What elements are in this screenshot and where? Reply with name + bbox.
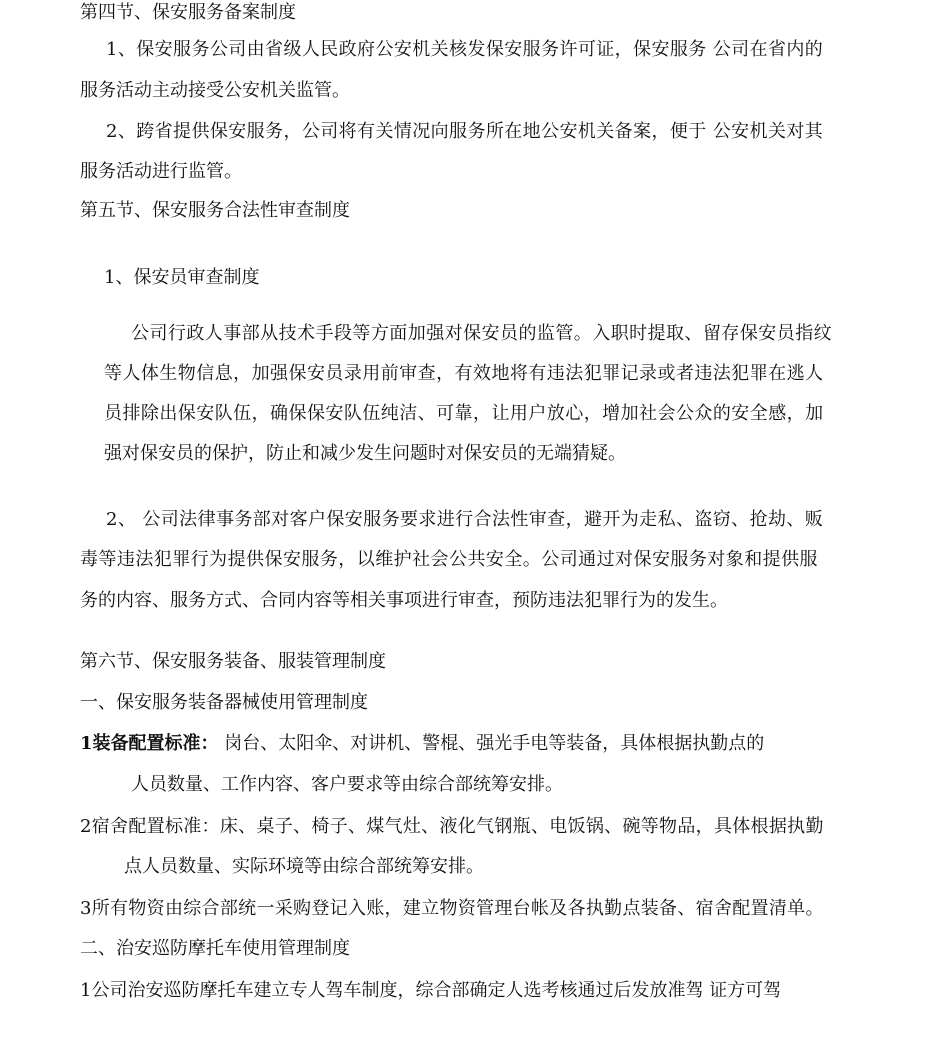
section6-row4: 1公司治安巡防摩托车建立专人驾车制度，综合部确定人选考核通过后发放准驾 证方可驾 bbox=[80, 980, 782, 1001]
section5-item1-title: 1、保安员审查制度 bbox=[104, 267, 260, 288]
section6-heading: 第六节、保安服务装备、服装管理制度 bbox=[80, 651, 386, 672]
section6-row1-line1 bbox=[80, 733, 764, 755]
section5-item1-line3: 员排除出保安队伍，确保保安队伍纯洁、可靠，让用户放心，增加社会公众的安全感，加 bbox=[104, 403, 824, 424]
row1-text: 岗台、太阳伞、对讲机、警棍、强光手电等装备，具体根据执勤点的 bbox=[218, 733, 765, 754]
section6-row1-line2: 人员数量、工作内容、客户要求等由综合部统筹安排。 bbox=[131, 774, 563, 795]
section6-row3: 3所有物资由综合部统一采购登记入账，建立物资管理台帐及各执勤点装备、宿舍配置清单。 bbox=[80, 898, 824, 919]
section6-row2-line1: 2宿舍配置标准：床、桌子、椅子、煤气灶、液化气钢瓶、电饭锅、碗等物品，具体根据执勤 bbox=[80, 816, 824, 837]
section5-item2-line3: 务的内容、服务方式、合同内容等相关事项进行审查，预防违法犯罪行为的发生。 bbox=[80, 590, 728, 611]
section5-item2-line1: 2、 公司法律事务部对客户保安服务要求进行合法性审查，避开为走私、盗窃、抢劫、贩 bbox=[106, 509, 824, 530]
section5-item1-line1: 公司行政人事部从技术手段等方面加强对保安员的监管。入职时提取、留存保安员指纹 bbox=[131, 323, 833, 344]
row1-label: 1装备配置标准： bbox=[80, 733, 219, 754]
section4-heading: 第四节、保安服务备案制度 bbox=[80, 2, 296, 23]
section6-sub2: 二、治安巡防摩托车使用管理制度 bbox=[80, 938, 350, 959]
section5-item2-line2: 毒等违法犯罪行为提供保安服务，以维护社会公共安全。公司通过对保安服务对象和提供服 bbox=[80, 549, 818, 570]
section6-sub1: 一、保安服务装备器械使用管理制度 bbox=[80, 692, 368, 713]
section5-item1-line4: 强对保安员的保护，防止和减少发生问题时对保安员的无端猜疑。 bbox=[104, 443, 626, 464]
section4-para2-line1: 2、跨省提供保安服务，公司将有关情况向服务所在地公安机关备案，便于 公安机关对其 bbox=[106, 121, 824, 142]
section4-para2-line2: 服务活动进行监管。 bbox=[80, 161, 242, 182]
section4-para1-line2: 服务活动主动接受公安机关监管。 bbox=[80, 80, 350, 101]
section5-item1-line2: 等人体生物信息，加强保安员录用前审查，有效地将有违法犯罪记录或者违法犯罪在逃人 bbox=[104, 363, 824, 384]
section5-heading: 第五节、保安服务合法性审查制度 bbox=[80, 200, 350, 221]
section4-para1-line1: 1、保安服务公司由省级人民政府公安机关核发保安服务许可证，保安服务 公司在省内的 bbox=[106, 39, 824, 60]
section6-row2-line2: 点人员数量、实际环境等由综合部统筹安排。 bbox=[124, 856, 484, 877]
